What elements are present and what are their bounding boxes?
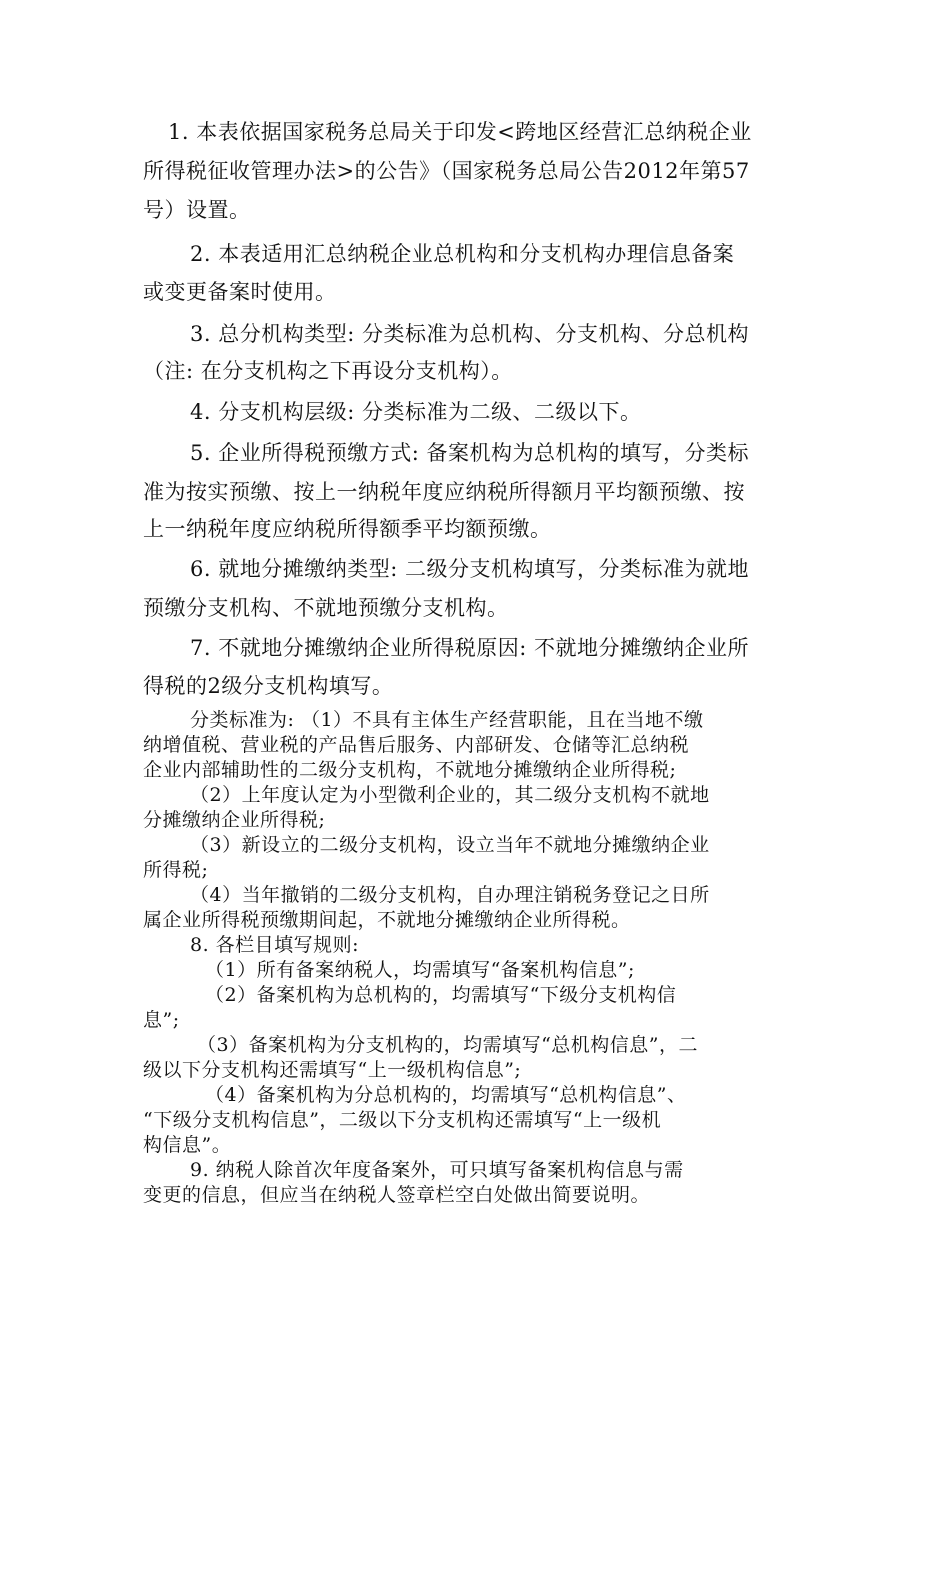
note-7-standard-line-1: 分类标准为: （1）不具有主体生产经营职能，且在当地不缴	[190, 709, 704, 731]
note-6-line-2: 预缴分支机构、不就地预缴分支机构。	[143, 596, 509, 620]
note-7-line-2: 得税的2级分支机构填写。	[143, 674, 394, 698]
note-9-line-1: 9. 纳税人除首次年度备案外，可只填写备案机构信息与需	[190, 1159, 684, 1181]
note-7-standard-line-3: 企业内部辅助性的二级分支机构，不就地分摊缴纳企业所得税;	[143, 759, 677, 781]
note-8-item-1-line-1: （1）所有备案纳税人，均需填写“备案机构信息”;	[205, 959, 635, 981]
note-8-item-3-line-1: （3）备案机构为分支机构的，均需填写“总机构信息”，二	[197, 1034, 699, 1056]
note-3-line-1: 3. 总分机构类型: 分类标准为总机构、分支机构、分总机构	[190, 322, 749, 346]
note-8-line-1: 8. 各栏目填写规则:	[190, 934, 360, 956]
note-6-line-1: 6. 就地分摊缴纳类型: 二级分支机构填写，分类标准为就地	[190, 557, 749, 581]
note-5-line-2: 准为按实预缴、按上一纳税年度应纳税所得额月平均额预缴、按	[143, 480, 745, 504]
note-3-line-2: （注: 在分支机构之下再设分支机构）。	[143, 359, 513, 383]
note-2-line-1: 2. 本表适用汇总纳税企业总机构和分支机构办理信息备案	[190, 242, 735, 266]
note-8-item-2-line-2: 息”;	[143, 1009, 180, 1031]
note-7-item-3-line-2: 所得税;	[143, 859, 209, 881]
note-7-item-2-line-1: （2）上年度认定为小型微利企业的，其二级分支机构不就地	[190, 784, 710, 806]
note-7-line-1: 7. 不就地分摊缴纳企业所得税原因: 不就地分摊缴纳企业所	[190, 636, 749, 660]
note-7-item-3-line-1: （3）新设立的二级分支机构，设立当年不就地分摊缴纳企业	[190, 834, 710, 856]
note-8-item-4-line-3: 构信息”。	[143, 1134, 232, 1156]
note-5-line-1: 5. 企业所得税预缴方式: 备案机构为总机构的填写，分类标	[190, 441, 749, 465]
note-5-line-3: 上一纳税年度应纳税所得额季平均额预缴。	[143, 517, 552, 541]
note-1-line-1: 1. 本表依据国家税务总局关于印发<跨地区经营汇总纳税企业	[168, 120, 752, 144]
note-8-item-4-line-1: （4）备案机构为分总机构的，均需填写“总机构信息”、	[205, 1084, 687, 1106]
note-8-item-2-line-1: （2）备案机构为总机构的，均需填写“下级分支机构信	[205, 984, 677, 1006]
note-1-line-3: 号）设置。	[143, 198, 251, 222]
note-1-line-2: 所得税征收管理办法>的公告》（国家税务总局公告2012年第57	[143, 159, 750, 183]
note-4-line-1: 4. 分支机构层级: 分类标准为二级、二级以下。	[190, 400, 642, 424]
note-9-line-2: 变更的信息，但应当在纳税人签章栏空白处做出简要说明。	[143, 1184, 651, 1206]
note-7-item-4-line-1: （4）当年撤销的二级分支机构，自办理注销税务登记之日所	[190, 884, 710, 906]
note-7-item-4-line-2: 属企业所得税预缴期间起，不就地分摊缴纳企业所得税。	[143, 909, 631, 931]
note-7-item-2-line-2: 分摊缴纳企业所得税;	[143, 809, 326, 831]
note-7-standard-line-2: 纳增值税、营业税的产品售后服务、内部研发、仓储等汇总纳税	[143, 734, 690, 756]
note-2-line-2: 或变更备案时使用。	[143, 280, 337, 304]
note-8-item-3-line-2: 级以下分支机构还需填写“上一级机构信息”;	[143, 1059, 522, 1081]
note-8-item-4-line-2: “下级分支机构信息”，二级以下分支机构还需填写“上一级机	[143, 1109, 662, 1131]
